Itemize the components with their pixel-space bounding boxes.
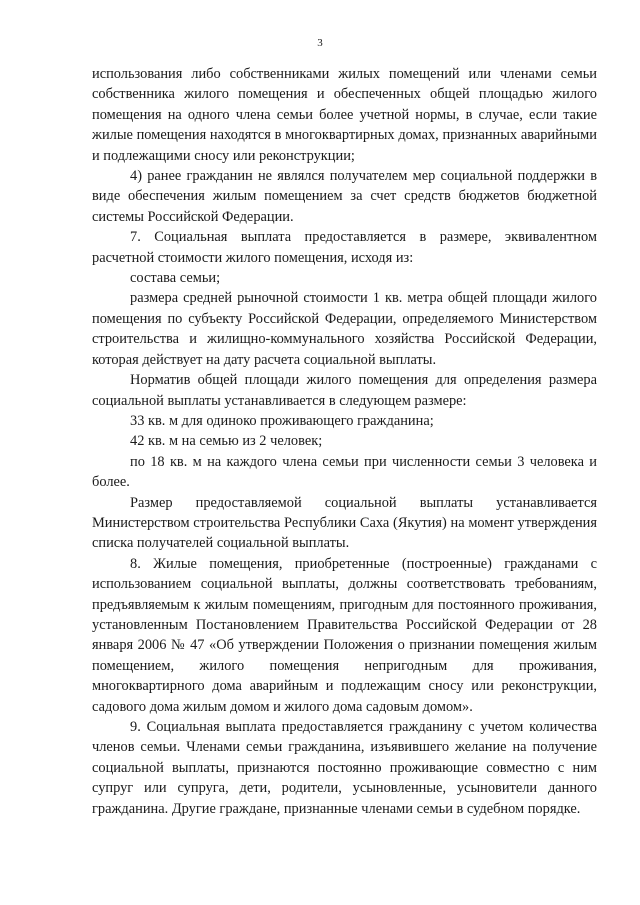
paragraph-8: 42 кв. м на семью из 2 человек; — [130, 433, 323, 450]
paragraph-10: Размер предоставляемой социальной выплаты устанавливается Министерством строительства Республики Саха (Якутия) на момент утверждения списка получателей социальной выплаты. — [92, 494, 597, 552]
paragraph-1: использования либо собственниками жилых помещений или членами семьи собственника жилого помещения и обеспеченных общей площадью жилого помещения на одного члена семьи более учетной нормы, в случае, если такие жилые помещения находятся в многоквартирных домах, признанных аварийными и подлежащими сносу или реконструкции; — [92, 66, 597, 164]
paragraph-2: 4) ранее гражданин не являлся получателем мер социальной поддержки в виде обеспечения жилым помещением за счет средств бюджетов бюджетной системы Российской Федерации. — [92, 168, 597, 225]
page-number: 3 — [317, 37, 323, 49]
paragraph-5: размера средней рыночной стоимости 1 кв. метра общей площади жилого помещения по субъекту Российской Федерации, определяемого Министерством строительства и жилищно-коммунального хозяйства Российской Федерации, которая действует на дату расчета социальной выплаты. — [92, 290, 597, 368]
paragraph-6: Норматив общей площади жилого помещения для определения размера социальной выплаты устанавливается в следующем размере: — [92, 372, 597, 409]
paragraph-12: 9. Социальная выплата предоставляется гражданину с учетом количества членов семьи. Членами семьи гражданина, изъявившего желание на получение социальной выплаты, признаются постоянно проживающие совместно с ним супруг или супруга, дети, родители, усыновленные, усыновители данного гражданина. Другие граждане, признанные членами семьи в судебном порядке. — [92, 719, 597, 817]
paragraph-7: 33 кв. м для одиноко проживающего гражданина; — [130, 412, 434, 429]
paragraph-9: по 18 кв. м на каждого члена семьи при численности семьи 3 человека и более. — [92, 453, 597, 491]
document-body — [92, 64, 597, 819]
paragraph-4: состава семьи; — [130, 270, 221, 287]
paragraph-11: 8. Жилые помещения, приобретенные (построенные) гражданами с использованием социальной выплаты, должны соответствовать требованиям, предъявляемым к жилым помещениям, пригодным для постоянного проживания, установленным Постановлением Правительства Российской Федерации от 28 января 2006 № 47 «Об утверждении Положения о признании помещения жилым помещением, жилого помещения непригодным для проживания, многоквартирного дома аварийным и подлежащим сносу или реконструкции, садового дома жилым домом и жилого дома садовым домом». — [92, 555, 597, 715]
paragraph-3: 7. Социальная выплата предоставляется в размере, эквивалентном расчетной стоимости жилого помещения, исходя из: — [92, 229, 597, 266]
